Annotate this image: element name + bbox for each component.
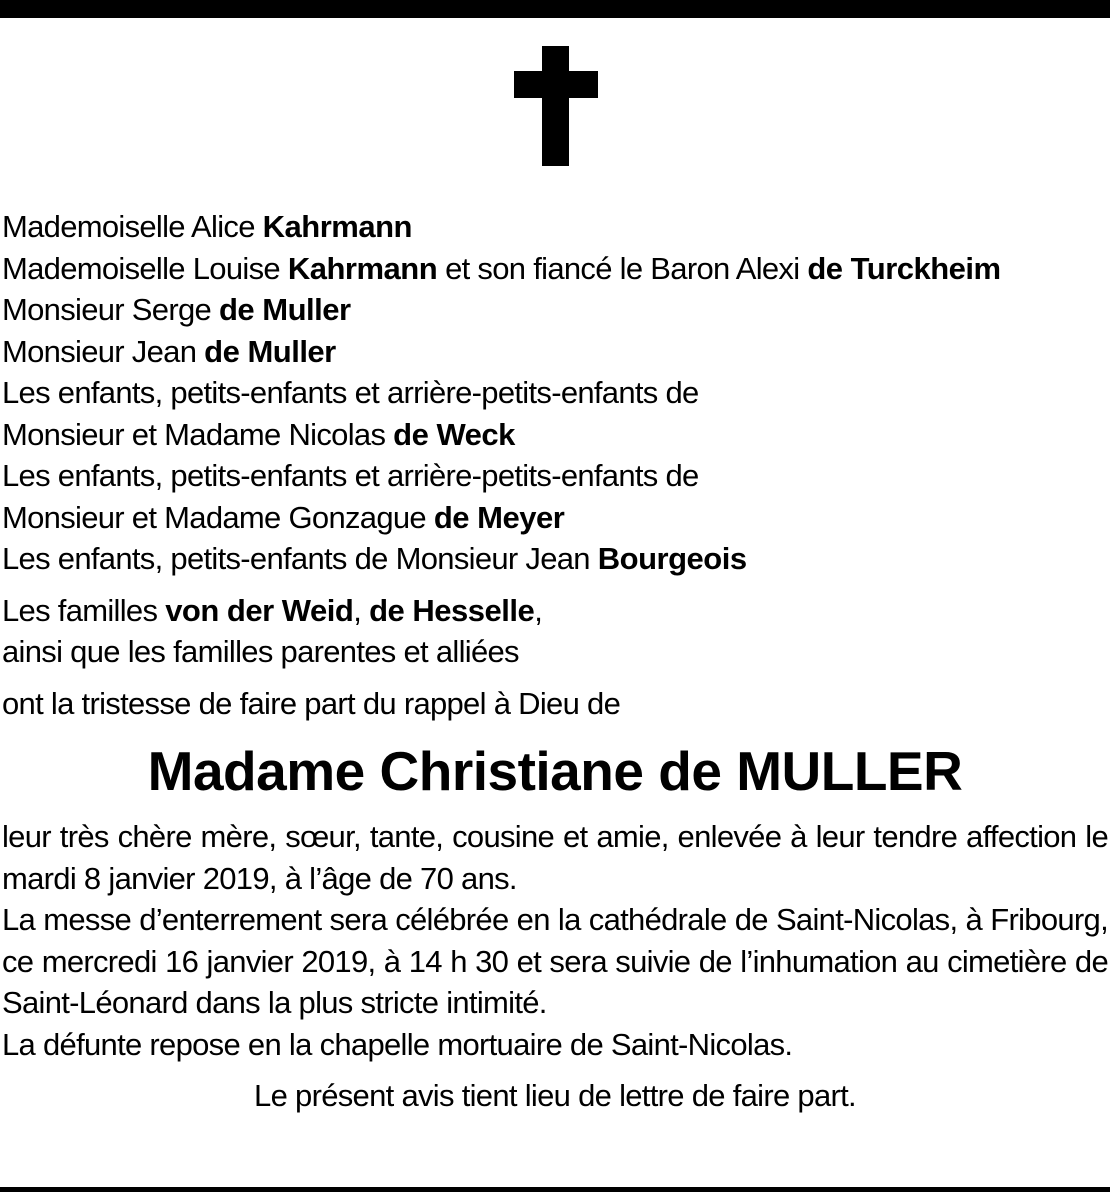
obituary-body	[2, 206, 1108, 1148]
mourner-surname: Kahrmann	[262, 209, 412, 244]
mourner-text: Mademoiselle Alice	[2, 209, 263, 244]
mourner-text: Monsieur Jean	[2, 333, 205, 369]
family-name: de Hesselle	[369, 592, 535, 628]
mourner-text: Mademoiselle Louise	[2, 250, 288, 286]
cross-icon	[514, 46, 598, 166]
cross-horizontal-bar	[514, 71, 598, 98]
mourner-text: Monsieur et Madame Gonzague	[2, 499, 434, 535]
paragraph-affection: leur très chère mère, sœur, tante, cousine et amie, enlevée à leur tendre affection le mardi 8 janvier 2019, à l’âge de 70 ans.	[2, 819, 1108, 896]
mourner-line	[2, 289, 1108, 331]
paragraph-rest: La défunte repose en la chapelle mortuaire de Saint-Nicolas.	[2, 1026, 793, 1062]
mourner-line	[2, 372, 1108, 414]
closing-line: Le présent avis tient lieu de lettre de faire part.	[254, 1078, 856, 1113]
mourner-text: et son fiancé le Baron Alexi	[437, 250, 808, 286]
mourner-text: Les enfants, petits-enfants de Monsieur Jean	[2, 541, 598, 576]
families-text: Les familles	[2, 592, 166, 628]
mourner-line	[2, 206, 1108, 248]
paragraph-funeral: La messe d’enterrement sera célébrée en la cathédrale de Saint-Nicolas, à Fribourg, ce mercredi 16 janvier 2019, à 14 h 30 et sera suivie de l’inhumation au cimetière de Saint-Léonard dans la plus stricte intimité.	[2, 902, 1108, 1020]
mourner-surname: de Meyer	[433, 499, 565, 535]
families-line	[2, 590, 1108, 632]
mourner-surname: de Turckheim	[807, 250, 1001, 286]
mourner-line	[2, 414, 1108, 456]
mourner-surname: de Muller	[218, 292, 351, 327]
families-separator: ,	[353, 592, 370, 628]
mourner-line	[2, 248, 1108, 290]
top-rule	[0, 0, 1110, 18]
families-text: ,	[534, 592, 543, 628]
bottom-rule	[0, 1187, 1110, 1192]
mourner-line	[2, 538, 1108, 580]
mourner-text: Monsieur et Madame Nicolas	[2, 416, 394, 452]
mourner-text: Les enfants, petits-enfants et arrière-petits-enfants de	[2, 458, 699, 493]
mourner-text: Les enfants, petits-enfants et arrière-petits-enfants de	[2, 375, 699, 410]
announcement-line: ont la tristesse de faire part du rappel à Dieu de	[2, 685, 621, 721]
mourner-line	[2, 331, 1108, 373]
families-line-2: ainsi que les familles parentes et alliées	[2, 634, 519, 669]
family-name: von der Weid	[165, 592, 354, 628]
mourner-surname: Kahrmann	[287, 250, 438, 286]
mourner-line	[2, 455, 1108, 497]
mourner-surname: de Muller	[204, 333, 336, 369]
mourner-surname: Bourgeois	[597, 541, 747, 576]
mourner-text: Monsieur Serge	[2, 292, 219, 327]
mourner-surname: de Weck	[393, 416, 515, 452]
cross-vertical-bar	[542, 46, 569, 166]
mourner-line	[2, 497, 1108, 539]
deceased-name: Madame Christiane de MULLER	[147, 740, 963, 802]
